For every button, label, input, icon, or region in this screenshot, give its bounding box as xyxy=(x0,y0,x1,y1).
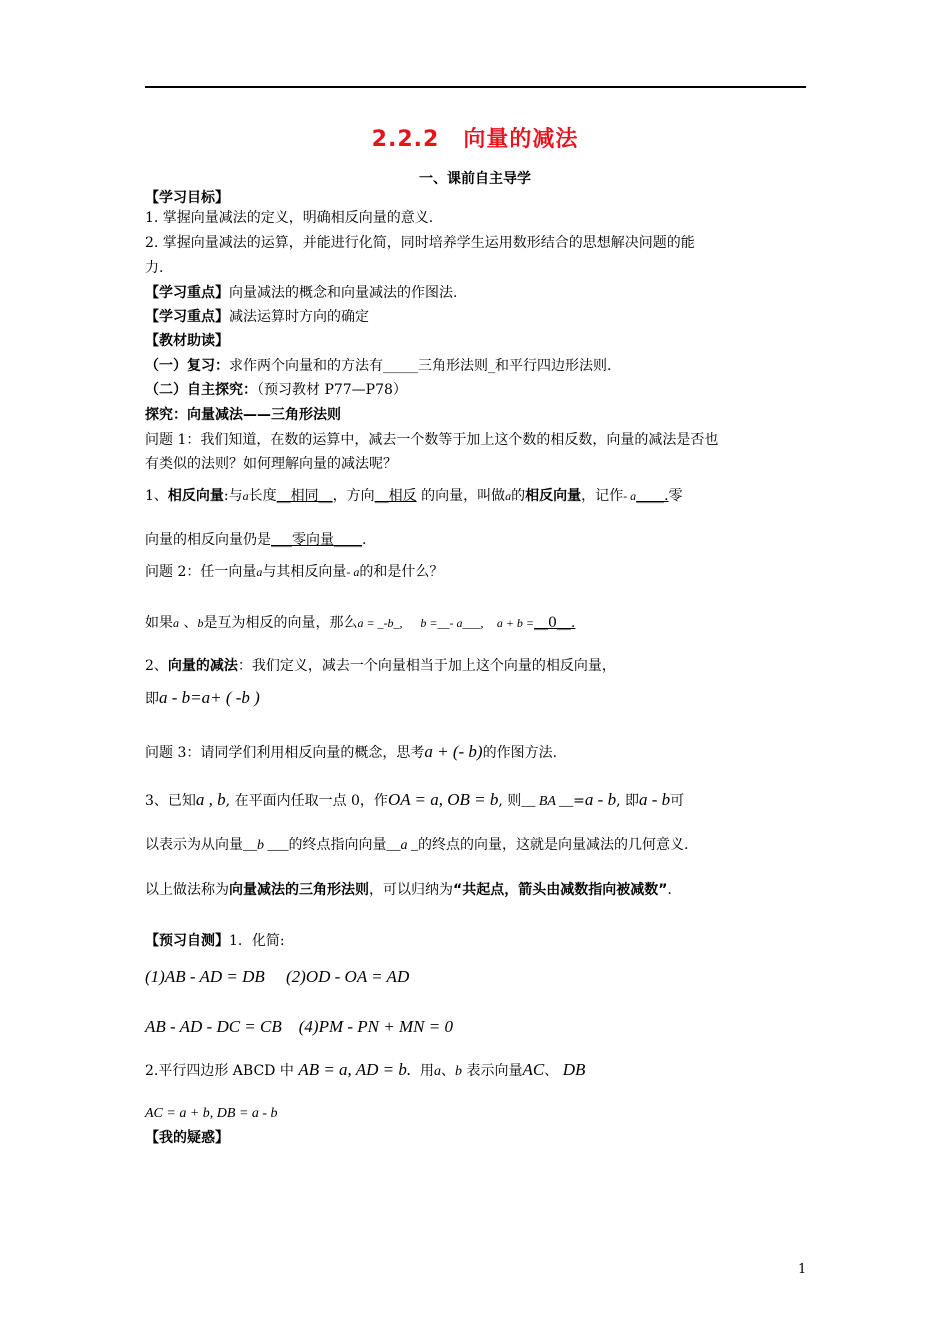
text: 的 xyxy=(511,488,526,504)
text: 可 xyxy=(670,793,685,809)
review-blank: _____三角形法则_ xyxy=(383,358,495,374)
text: 的终点的向量，这就是向量减法的几何意义. xyxy=(418,837,689,853)
text: 、 xyxy=(441,1063,456,1079)
blank-opposite: __相反 xyxy=(374,488,417,504)
text: 向量的相反向量仍是 xyxy=(145,532,271,548)
reading-heading: 【教材助读】 xyxy=(145,333,229,349)
vector-b: b xyxy=(455,1064,463,1079)
text: 长度 xyxy=(248,488,277,504)
review-pre: 求作两个向量和的方法有 xyxy=(229,358,383,374)
text: 与其相反向量 xyxy=(262,564,347,580)
formula: a - b=a+ ( -b ) xyxy=(159,688,260,707)
a-minus-b: a - b xyxy=(584,790,617,809)
answer-zero: __0__. xyxy=(534,615,576,631)
text: 3、已知 xyxy=(145,793,196,809)
sum-expression: a + b = xyxy=(496,616,535,630)
exercise-1: (1)AB - AD = DB xyxy=(145,967,265,986)
vector-subtraction-term: 向量的减法 xyxy=(167,658,238,674)
text: , 则 xyxy=(498,793,522,809)
neg-a: - a xyxy=(623,489,637,503)
a-minus-b: a - b xyxy=(638,790,671,809)
text: 如果 xyxy=(145,615,173,631)
answer-ba: __ BA __ xyxy=(521,794,574,809)
item-number: 1、 xyxy=(145,488,168,504)
text: 2.平行四边形 ABCD 中 xyxy=(145,1063,294,1079)
review-heading: （一）复习： xyxy=(145,358,229,374)
focus-2-text: 减法运算时方向的确定 xyxy=(229,309,369,325)
blank: ____. xyxy=(636,488,669,504)
blank-zero-vector: ___零向量____ xyxy=(271,532,362,548)
text: 、 xyxy=(544,1063,559,1079)
text: ，记作 xyxy=(581,488,624,504)
answer-a: a = _-b_, xyxy=(357,616,403,630)
text: 的终点指向向量 xyxy=(288,837,387,853)
review-line xyxy=(145,356,810,376)
answer-b: b =__- a___, xyxy=(420,616,484,630)
focus-2 xyxy=(145,307,810,327)
text: = xyxy=(573,793,585,809)
text: 、 xyxy=(179,615,198,631)
text: 以上做法称为 xyxy=(145,882,229,898)
construction: OA = a, OB = b xyxy=(387,790,499,809)
subtraction-formula xyxy=(145,688,810,709)
doubt-heading: 【我的疑惑】 xyxy=(145,1130,229,1146)
exercise-3: AB - AD - DC = CB xyxy=(145,1017,282,1036)
rule-summary: “共起点，箭头由减数指向被减数” xyxy=(453,882,668,898)
text: 问题 2：任一向量 xyxy=(145,564,257,580)
expression: a + (- b) xyxy=(424,742,483,761)
focus-2-heading: 【学习重点】 xyxy=(145,309,229,325)
blank-b: __b ___ xyxy=(243,838,289,853)
header-rule xyxy=(145,86,806,88)
subtraction-definition xyxy=(145,656,810,676)
exercise-2: (2)OD - OA = AD xyxy=(286,967,410,986)
self-test-text: 1．化简: xyxy=(229,933,285,949)
vectors-ab: a , b xyxy=(195,790,226,809)
exercise-4: (4)PM - PN + MN = 0 xyxy=(298,1017,453,1036)
vector-a: a xyxy=(173,616,179,630)
parallelogram-answer: AC = a + b, DB = a - b xyxy=(145,1106,278,1121)
goals-heading: 【学习目标】 xyxy=(145,190,229,206)
explore-title: 探究：向量减法——三角形法则 xyxy=(145,407,341,423)
focus-1 xyxy=(145,283,810,303)
focus-1-text: 向量减法的概念和向量减法的作图法. xyxy=(229,285,458,301)
known-line-2 xyxy=(145,835,810,856)
triangle-rule xyxy=(145,880,810,900)
vector-db: DB xyxy=(562,1060,586,1079)
explore-heading: （二）自主探究： xyxy=(145,382,257,398)
opposite-vector-line-2 xyxy=(145,530,810,550)
explore-text: （预习教材 P77—P78） xyxy=(257,382,407,398)
review-post: 和平行四边形法则. xyxy=(495,358,612,374)
text: 用 xyxy=(420,1063,435,1079)
text: 的和是什么？ xyxy=(359,564,444,580)
text: 的向量，叫做 xyxy=(416,488,506,504)
text: ：我们定义，减去一个向量相当于加上这个向量的相反向量， xyxy=(237,658,616,674)
text: 以表示为从向量 xyxy=(145,837,243,853)
rule-name: 向量减法的三角形法则 xyxy=(229,882,369,898)
item-number: 2、 xyxy=(145,658,168,674)
text: 即 xyxy=(145,691,159,707)
text: 的作图方法. xyxy=(482,745,558,761)
given: AB = a, AD = b. xyxy=(298,1060,412,1079)
vector-a: a xyxy=(505,489,512,503)
text: , 即 xyxy=(616,793,639,809)
colon: : xyxy=(223,488,229,504)
known-line xyxy=(145,790,810,812)
text: 是互为相反的向量，那么 xyxy=(203,615,358,631)
text: 与 xyxy=(228,488,243,504)
question-2 xyxy=(145,562,810,582)
text: ，可以归纳为 xyxy=(369,882,453,898)
vector-a: a xyxy=(434,1064,442,1079)
self-test-heading: 【预习自测】 xyxy=(145,933,229,949)
goal-1: 1. 掌握向量减法的定义，明确相反向量的意义. xyxy=(145,210,434,226)
explore-line xyxy=(145,380,810,400)
neg-a: - a xyxy=(346,565,360,579)
title-text: 向量的减法 xyxy=(463,127,579,152)
text: 零 xyxy=(668,488,683,504)
text: . xyxy=(667,882,672,898)
question-1-line-1: 问题 1：我们知道，在数的运算中，减去一个数等于加上这个数的相反数，向量的减法是否也 xyxy=(145,432,719,448)
vector-a: a xyxy=(256,565,263,579)
section-heading: 一、课前自主导学 xyxy=(419,171,531,187)
blank-same: __相同__ xyxy=(276,488,333,504)
blank-a: __a _ xyxy=(386,838,418,853)
text: 问题 3：请同学们利用相反向量的概念，思考 xyxy=(145,745,425,761)
goal-2-cont: 力. xyxy=(145,260,164,276)
vector-ac: AC xyxy=(522,1060,545,1079)
text: . xyxy=(362,532,367,548)
question-1-line-2: 有类似的法则？如何理解向量的减法呢？ xyxy=(145,456,397,472)
text: , 在平面内任取一点 0，作 xyxy=(225,793,388,809)
goal-2: 2. 掌握向量减法的运算，并能进行化简，同时培养学生运用数形结合的思想解决问题的能 xyxy=(145,235,695,251)
opposite-vector-line xyxy=(145,486,810,506)
parallelogram-question xyxy=(145,1060,810,1082)
opposite-vector-term: 相反向量 xyxy=(167,488,224,504)
focus-1-heading: 【学习重点】 xyxy=(145,285,229,301)
page-number: 1 xyxy=(798,1262,807,1277)
text: ，方向 xyxy=(332,488,375,504)
self-test xyxy=(145,931,810,951)
exercise-2-row xyxy=(145,1017,810,1037)
text: 表示向量 xyxy=(466,1063,523,1079)
if-opposite-line xyxy=(145,613,810,633)
vector-b: b xyxy=(197,616,204,630)
question-3 xyxy=(145,742,810,763)
title-number: 2.2.2 xyxy=(371,127,440,152)
page-title xyxy=(0,122,950,153)
exercise-1-row xyxy=(145,967,810,987)
opposite-vector-term: 相反向量 xyxy=(525,488,582,504)
vector-a: a xyxy=(242,489,249,503)
